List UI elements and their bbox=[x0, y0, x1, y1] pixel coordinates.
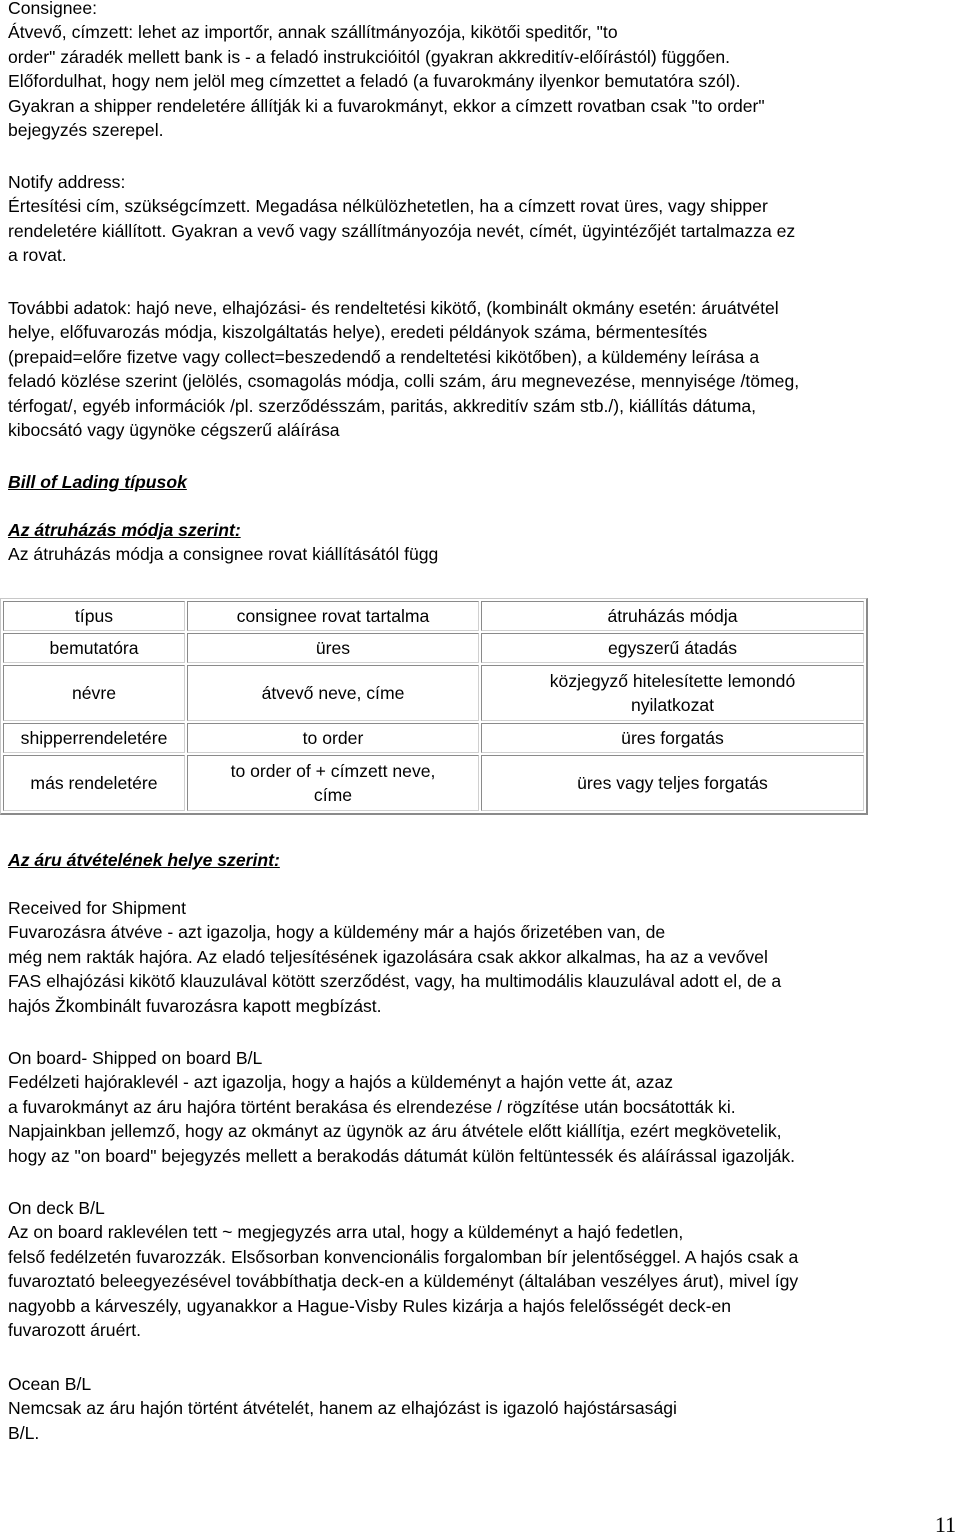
page-number: 11 bbox=[934, 1512, 956, 1537]
onboard-line: Fedélzeti hajóraklevél - azt igazolja, hogy a hajós a küldeményt a hajón vette át, azaz bbox=[8, 1072, 674, 1093]
consignee-heading: Consignee: bbox=[8, 0, 98, 18]
table-cell: névre bbox=[3, 665, 185, 721]
bl-transfer-table bbox=[0, 598, 868, 815]
table-header-cell: típus bbox=[3, 601, 185, 631]
onboard-title: On board- Shipped on board B/L bbox=[8, 1048, 263, 1068]
table-row bbox=[3, 755, 864, 811]
bl-types-heading: Bill of Lading típusok bbox=[8, 472, 187, 492]
ondeck-section bbox=[8, 1196, 798, 1342]
further-line: kibocsátó vagy ügynöke cégszerű aláírása bbox=[8, 420, 340, 441]
table-header-row bbox=[3, 601, 864, 631]
notify-line: rendeletére kiállított. Gyakran a vevő vagy szállítmányozója nevét, címét, ügyintézőjét tartalmazza ez bbox=[8, 220, 796, 241]
received-line: még nem rakták hajóra. Az eladó teljesítésének igazolására csak akkor alkalmas, ha az a vevővel bbox=[8, 946, 768, 967]
onboard-line: hogy az "on board" bejegyzés mellett a berakodás dátumát külön feltüntessék és aláírással igazolják. bbox=[8, 1145, 796, 1166]
consignee-line: Előfordulhat, hogy nem jelöl meg címzettet a feladó (a fuvarokmány ilyenkor bemutatóra szól). bbox=[8, 71, 741, 92]
received-line: FAS elhajózási kikötő klauzulával kötött szerződést, vagy, ha multimodális klauzulával adott el, de a bbox=[8, 971, 782, 992]
table-row bbox=[3, 723, 864, 753]
consignee-line: Gyakran a shipper rendeletére állítják ki a fuvarokmányt, ekkor a címzett rovatban csak "to order" bbox=[8, 95, 765, 116]
ocean-line: B/L. bbox=[8, 1422, 40, 1443]
notify-line: a rovat. bbox=[8, 245, 67, 266]
onboard-line: Napjainkban jellemző, hogy az okmányt az ügynök az áru átvétele előtt kiállítja, ezért megkövetelik, bbox=[8, 1121, 782, 1142]
further-line: térfogat/, egyéb információk /pl. szerződésszám, paritás, akkreditív szám stb./), kiállítás dátuma, bbox=[8, 395, 757, 416]
table-cell: shipperrendeletére bbox=[3, 723, 185, 753]
ondeck-line: felső fedélzetén fuvarozzák. Elsősorban konvencionális forgalomban bír jelentőséggel. A hajós csak a bbox=[8, 1246, 799, 1267]
table-cell: üres vagy teljes forgatás bbox=[481, 755, 864, 811]
table-cell: üres bbox=[187, 633, 479, 663]
table-row bbox=[3, 633, 864, 663]
further-line: feladó közlése szerint (jelölés, csomagolás módja, colli szám, áru megnevezése, mennyisége /tömeg, bbox=[8, 371, 800, 392]
received-line: hajós Žkombinált fuvarozásra kapott megbízást. bbox=[8, 995, 382, 1016]
further-line: helye, előfuvarozás módja, kiszolgáltatás helye), eredeti példányok száma, bérmentesítés bbox=[8, 322, 708, 343]
ocean-title: Ocean B/L bbox=[8, 1374, 92, 1394]
onboard-section bbox=[8, 1046, 795, 1168]
transfer-heading: Az átruházás módja szerint: bbox=[8, 520, 241, 540]
further-data-section bbox=[8, 296, 799, 442]
ondeck-line: nagyobb a kárveszély, ugyanakkor a Hague-Visby Rules kizárja a hajós felelősségét deck-en bbox=[8, 1295, 732, 1316]
table-row bbox=[3, 665, 864, 721]
table-cell: bemutatóra bbox=[3, 633, 185, 663]
notify-line: Értesítési cím, szükségcímzett. Megadása nélkülözhetetlen, ha a címzett rovat üres, vagy shipper bbox=[8, 196, 768, 217]
ocean-section bbox=[8, 1372, 677, 1445]
table-cell: átvevő neve, címe bbox=[187, 665, 479, 721]
receipt-place-heading: Az áru átvételének helye szerint: bbox=[8, 850, 280, 870]
table-cell: más rendeletére bbox=[3, 755, 185, 811]
ondeck-line: fuvarozott áruért. bbox=[8, 1320, 141, 1341]
table-cell: közjegyző hitelesítette lemondó nyilatkozat bbox=[481, 665, 864, 721]
transfer-section bbox=[8, 518, 438, 567]
consignee-line: order" záradék mellett bank is - a feladó instrukcióitól (gyakran akkreditív-előírástól) függően. bbox=[8, 46, 731, 67]
ondeck-line: fuvaroztató beleegyezésével továbbíthatja deck-en a küldeményt (általában veszélyes árut), mivel így bbox=[8, 1271, 799, 1292]
consignee-line: Átvevő, címzett: lehet az importőr, annak szállítmányozója, kikötői speditőr, "to bbox=[8, 22, 618, 43]
table-header-cell: átruházás módja bbox=[481, 601, 864, 631]
consignee-section bbox=[8, 0, 765, 142]
received-section bbox=[8, 896, 781, 1018]
ondeck-line: Az on board raklevélen tett ~ megjegyzés arra utal, hogy a küldeményt a hajó fedetlen, bbox=[8, 1222, 684, 1243]
table-cell: üres forgatás bbox=[481, 723, 864, 753]
table-cell: to order bbox=[187, 723, 479, 753]
further-line: (prepaid=előre fizetve vagy collect=beszedendő a rendeltetési kikötőben), a küldemény leírása a bbox=[8, 346, 760, 367]
transfer-intro: Az átruházás módja a consignee rovat kiállításától függ bbox=[8, 544, 439, 565]
received-title: Received for Shipment bbox=[8, 898, 186, 918]
table-cell: egyszerű átadás bbox=[481, 633, 864, 663]
notify-section bbox=[8, 170, 795, 268]
notify-heading: Notify address: bbox=[8, 172, 126, 192]
table-header-cell: consignee rovat tartalma bbox=[187, 601, 479, 631]
ocean-line: Nemcsak az áru hajón történt átvételét, hanem az elhajózást is igazoló hajóstársasági bbox=[8, 1398, 677, 1419]
table-cell: to order of + címzett neve, címe bbox=[187, 755, 479, 811]
received-line: Fuvarozásra átvéve - azt igazolja, hogy a küldemény már a hajós őrizetében van, de bbox=[8, 922, 666, 943]
consignee-line: bejegyzés szerepel. bbox=[8, 120, 164, 141]
further-line: További adatok: hajó neve, elhajózási- és rendeltetési kikötő, (kombinált okmány esetén: áruátvétel bbox=[8, 298, 779, 318]
onboard-line: a fuvarokmányt az áru hajóra történt berakása és elrendezése / rögzítése után bocsátották ki. bbox=[8, 1096, 736, 1117]
ondeck-title: On deck B/L bbox=[8, 1198, 105, 1218]
